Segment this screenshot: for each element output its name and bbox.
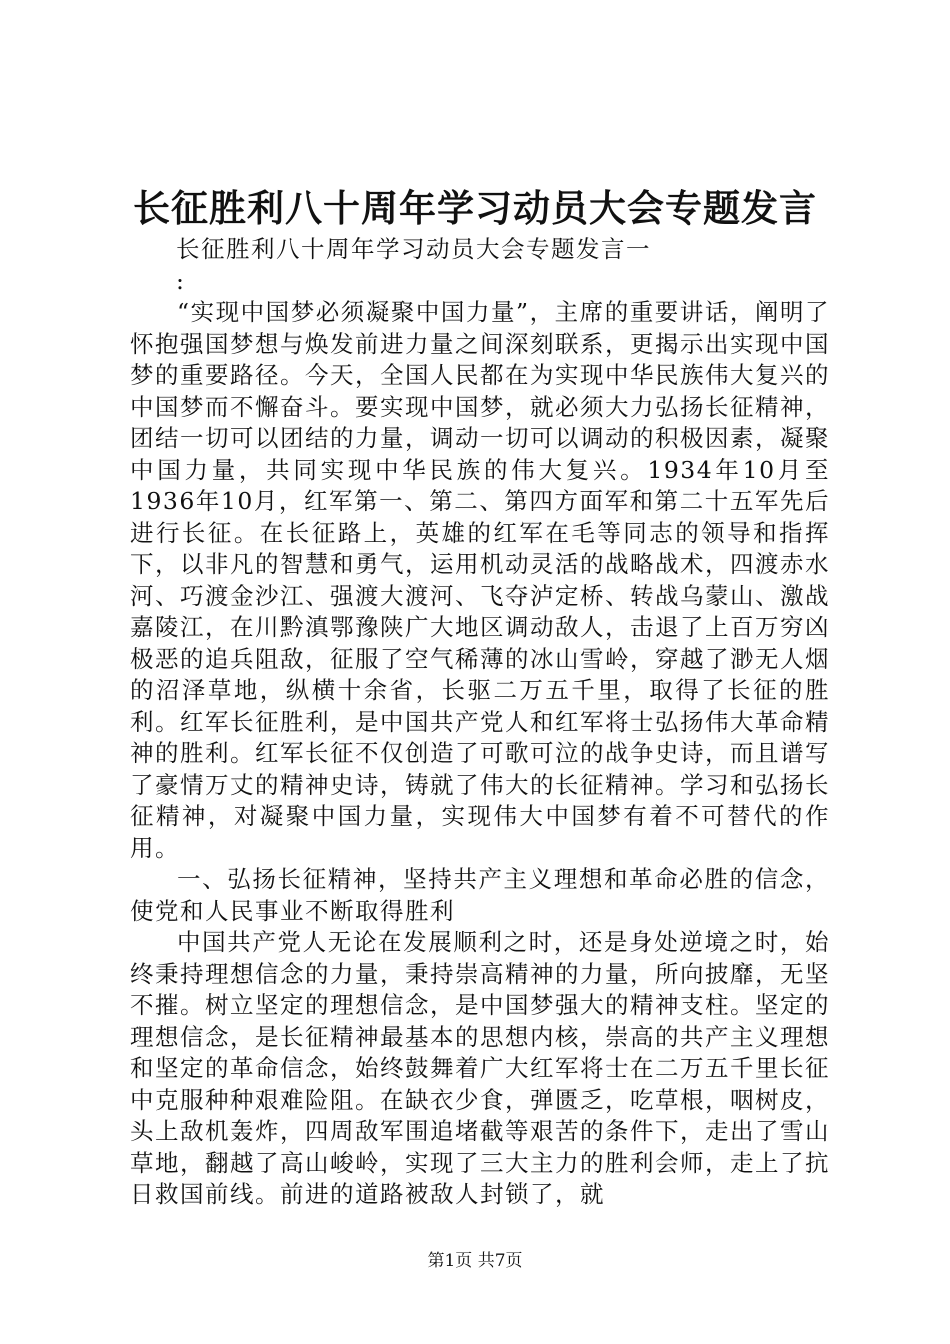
- document-body: [130, 234, 830, 1211]
- document-subtitle: 长征胜利八十周年学习动员大会专题发言一: [176, 235, 651, 263]
- paragraph-intro: “实现中国梦必须凝聚中国力量”，主席的重要讲话，阐明了怀抱强国梦想与焕发前进力量之间深刻联系，更揭示出实现中国梦的重要路径。今天，全国人民都在为实现中华民族伟大复兴的中国梦而不懈奋斗。要实现中国梦，就必须大力弘扬长征精神，团结一切可以团结的力量，调动一切可以调动的积极因素，凝聚中国力量，共同实现中华民族的伟大复兴。1934年10月至1936年10月，红军第一、第二、第四方面军和第二十五军先后进行长征。在长征路上，英雄的红军在毛等同志的领导和指挥下，以非凡的智慧和勇气，运用机动灵活的战略战术，四渡赤水河、巧渡金沙江、强渡大渡河、飞夺泸定桥、转战乌蒙山、激战嘉陵江，在川黔滇鄂豫陕广大地区调动敌人，击退了上百万穷凶极恶的追兵阻敌，征服了空气稀薄的冰山雪岭，穿越了渺无人烟的沼泽草地，纵横十余省，长驱二万五千里，取得了长征的胜利。红军长征胜利，是中国共产党人和红军将士弘扬伟大革命精神的胜利。红军长征不仅创造了可歌可泣的战争史诗，而且谱写了豪情万丈的精神史诗，铸就了伟大的长征精神。学习和弘扬长征精神，对凝聚中国力量，实现伟大中国梦有着不可替代的作用。: [130, 298, 830, 862]
- paragraph-section-1: 中国共产党人无论在发展顺利之时，还是身处逆境之时，始终秉持理想信念的力量，秉持崇高精神的力量，所向披靡，无坚不摧。树立坚定的理想信念，是中国梦强大的精神支柱。坚定的理想信念，是长征精神最基本的思想内核，崇高的共产主义理想和坚定的革命信念，始终鼓舞着广大红军将士在二万五千里长征中克服种种艰难险阻。在缺衣少食，弹匮乏，吃草根，咽树皮，头上敌机轰炸，四周敌军围追堵截等艰苦的条件下，走出了雪山草地，翻越了高山峻岭，实现了三大主力的胜利会师，走上了抗日救国前线。前进的道路被敌人封锁了，就: [130, 928, 830, 1208]
- subtitle-colon: :: [176, 266, 186, 295]
- section-heading-1: 一、弘扬长征精神，坚持共产主义理想和革命必胜的信念，使党和人民事业不断取得胜利: [130, 865, 830, 925]
- page-footer: 第1页 共7页: [427, 1251, 523, 1271]
- document-title: 长征胜利八十周年学习动员大会专题发言: [133, 186, 817, 230]
